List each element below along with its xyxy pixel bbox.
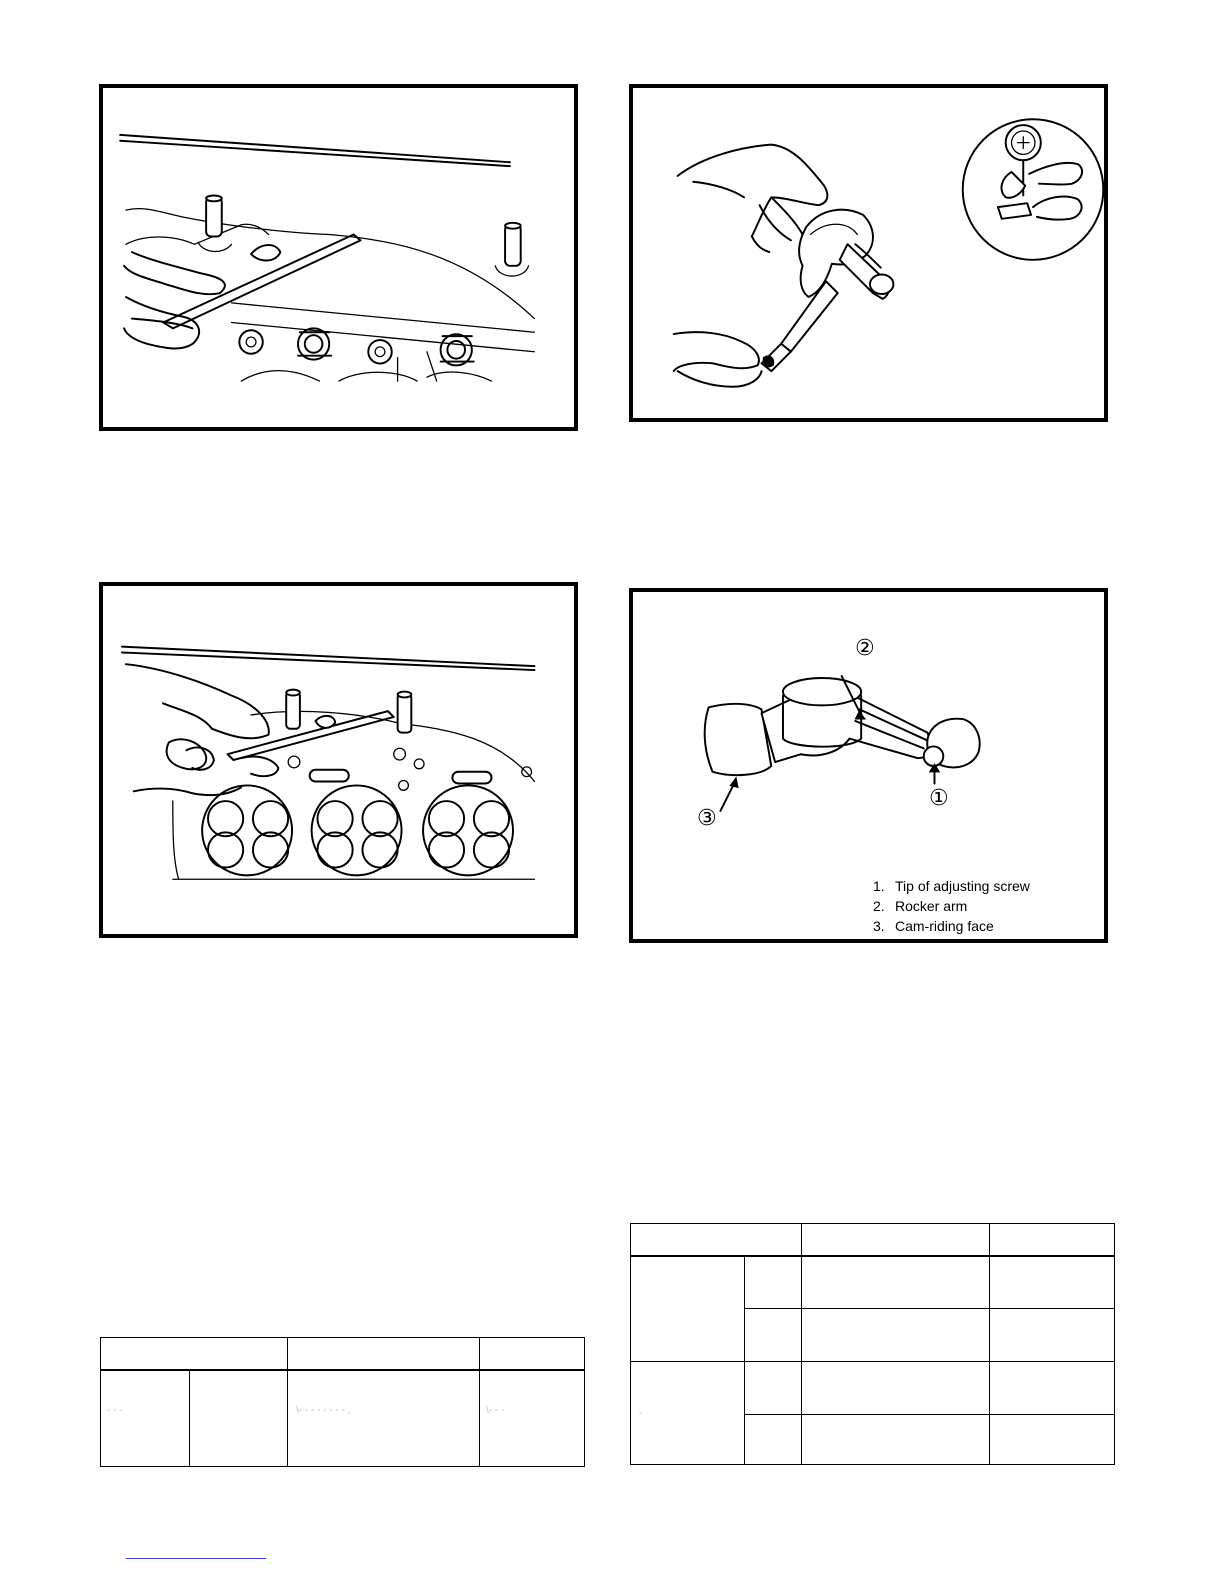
table-cell: [745, 1362, 802, 1415]
table-cell: \- - -: [480, 1370, 585, 1467]
table-cell: [745, 1309, 802, 1362]
legend-text: Cam-riding face: [895, 918, 994, 934]
legend-item: [873, 876, 1030, 896]
table-header-cell: [101, 1338, 288, 1370]
table-cell: [990, 1362, 1115, 1415]
table-cell: [990, 1309, 1115, 1362]
legend-number: 2.: [873, 898, 885, 914]
legend-item: [873, 916, 1030, 936]
figure-feeler-gauge-head-surface: [99, 582, 578, 938]
legend-number: 3.: [873, 918, 885, 934]
callout-1: ①: [929, 786, 949, 811]
table-cell: - - -: [101, 1370, 190, 1467]
footer-link-underline: [126, 1558, 266, 1559]
table-cell: [802, 1415, 990, 1465]
table-header-cell: [631, 1224, 802, 1256]
legend-text: Tip of adjusting screw: [895, 878, 1030, 894]
table-cell: [190, 1370, 288, 1467]
figure-rocker-arm: [629, 588, 1108, 943]
table-cell: [802, 1362, 990, 1415]
table-cell: [631, 1256, 745, 1362]
table-header-cell: [802, 1224, 990, 1256]
figure-micrometer-rocker-shaft: [629, 84, 1108, 422]
table-cell: -: [631, 1362, 745, 1465]
figure-legend: [873, 876, 1030, 936]
legend-item: [873, 896, 1030, 916]
feeler-gauge-on-head-surface-icon: [103, 586, 574, 934]
legend-number: 1.: [873, 878, 885, 894]
feeler-gauge-on-cylinder-head-icon: [103, 88, 574, 427]
table-cell: [745, 1415, 802, 1465]
table-cell: [990, 1415, 1115, 1465]
table-cell: [990, 1256, 1115, 1309]
micrometer-on-rocker-shaft-icon: [633, 88, 1104, 418]
table-header-cell: [480, 1338, 585, 1370]
legend-text: Rocker arm: [895, 898, 968, 914]
table-header-cell: [288, 1338, 480, 1370]
right-spec-table: [630, 1223, 1115, 1465]
figure-feeler-gauge-head-top: [99, 84, 578, 431]
table-cell: [802, 1309, 990, 1362]
callout-3: ③: [697, 806, 717, 831]
table-cell: [745, 1256, 802, 1309]
table-header-cell: [990, 1224, 1115, 1256]
callout-2: ②: [855, 636, 875, 661]
table-cell: \- - - - - - - - ,: [288, 1370, 480, 1467]
left-spec-table: [100, 1337, 585, 1467]
table-cell: [802, 1256, 990, 1309]
